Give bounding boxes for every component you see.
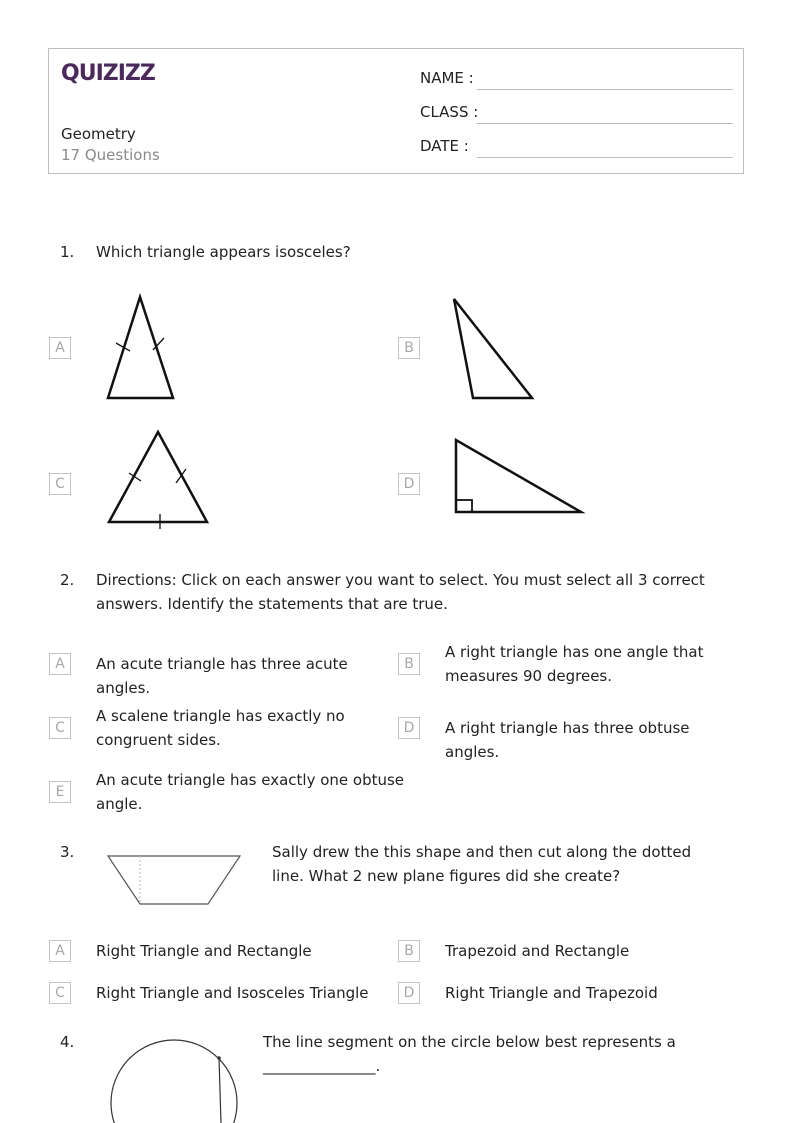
q1-option-d-figure[interactable]	[445, 430, 590, 520]
line-segment	[219, 1058, 221, 1123]
right-triangle	[456, 440, 581, 512]
scalene-triangle	[454, 299, 532, 398]
q2-option-b-text[interactable]: A right triangle has one angle that measures 90 degrees.	[445, 643, 704, 685]
q1-option-c-figure[interactable]	[100, 425, 220, 535]
q2-option-e-text[interactable]: An acute triangle has exactly one obtuse angle.	[96, 771, 405, 813]
worksheet-header	[48, 48, 744, 174]
circle	[111, 1040, 237, 1123]
q3-option-b-text[interactable]: Trapezoid and Rectangle	[445, 942, 630, 960]
right-angle-marker	[456, 500, 472, 512]
q2-option-c-box[interactable]: C	[49, 717, 71, 739]
q3-option-b-box[interactable]: B	[398, 940, 420, 962]
question-4-number: 4.	[60, 1033, 75, 1051]
segment-endpoint	[217, 1056, 221, 1060]
q2-option-b-box[interactable]: B	[398, 653, 420, 675]
question-4-text: The line segment on the circle below best represents a _______________.	[263, 1033, 676, 1075]
quizizz-logo	[61, 57, 153, 87]
q3-option-a-box[interactable]: A	[49, 940, 71, 962]
q1-option-d-box[interactable]: D	[398, 473, 420, 495]
q2-option-c-text[interactable]: A scalene triangle has exactly no congruent sides.	[96, 707, 345, 749]
worksheet-title: Geometry	[61, 125, 136, 143]
q1-option-a-figure[interactable]	[100, 290, 190, 405]
q2-option-d-text[interactable]: A right triangle has three obtuse angles.	[445, 719, 690, 761]
q2-option-e-box[interactable]: E	[49, 781, 71, 803]
name-label: NAME :	[420, 69, 474, 87]
question-3-number: 3.	[60, 843, 75, 861]
question-2-number: 2.	[60, 571, 75, 589]
q3-option-a-text[interactable]: Right Triangle and Rectangle	[96, 942, 312, 960]
question-2-text: Directions: Click on each answer you want to select. You must select all 3 correct answers. Identify the statements that are true.	[96, 571, 705, 613]
question-count: 17 Questions	[61, 146, 160, 164]
date-field[interactable]	[477, 157, 733, 158]
question-3-text: Sally drew the this shape and then cut along the dotted line. What 2 new plane figures did she create?	[272, 843, 692, 885]
class-field[interactable]	[477, 123, 733, 124]
q3-option-c-box[interactable]: C	[49, 982, 71, 1004]
trapezoid	[108, 856, 240, 904]
q3-trapezoid-figure	[100, 848, 250, 910]
equilateral-triangle	[109, 432, 207, 522]
question-1-text: Which triangle appears isosceles?	[96, 243, 351, 261]
class-label: CLASS :	[420, 103, 479, 121]
q1-option-b-figure[interactable]	[445, 290, 545, 405]
question-1-number: 1.	[60, 243, 75, 261]
date-label: DATE :	[420, 137, 469, 155]
quizizz-logo-text: QUIZIZZ	[61, 61, 155, 86]
q3-option-d-box[interactable]: D	[398, 982, 420, 1004]
q2-option-a-text[interactable]: An acute triangle has three acute angles.	[96, 655, 348, 697]
q2-option-a-box[interactable]: A	[49, 653, 71, 675]
isosceles-triangle	[108, 297, 173, 398]
q1-option-c-box[interactable]: C	[49, 473, 71, 495]
q1-option-b-box[interactable]: B	[398, 337, 420, 359]
q3-option-c-text[interactable]: Right Triangle and Isosceles Triangle	[96, 984, 369, 1002]
q2-option-d-box[interactable]: D	[398, 717, 420, 739]
q3-option-d-text[interactable]: Right Triangle and Trapezoid	[445, 984, 658, 1002]
name-field[interactable]	[477, 89, 733, 90]
q1-option-a-box[interactable]: A	[49, 337, 71, 359]
q4-circle-figure	[100, 1030, 250, 1123]
